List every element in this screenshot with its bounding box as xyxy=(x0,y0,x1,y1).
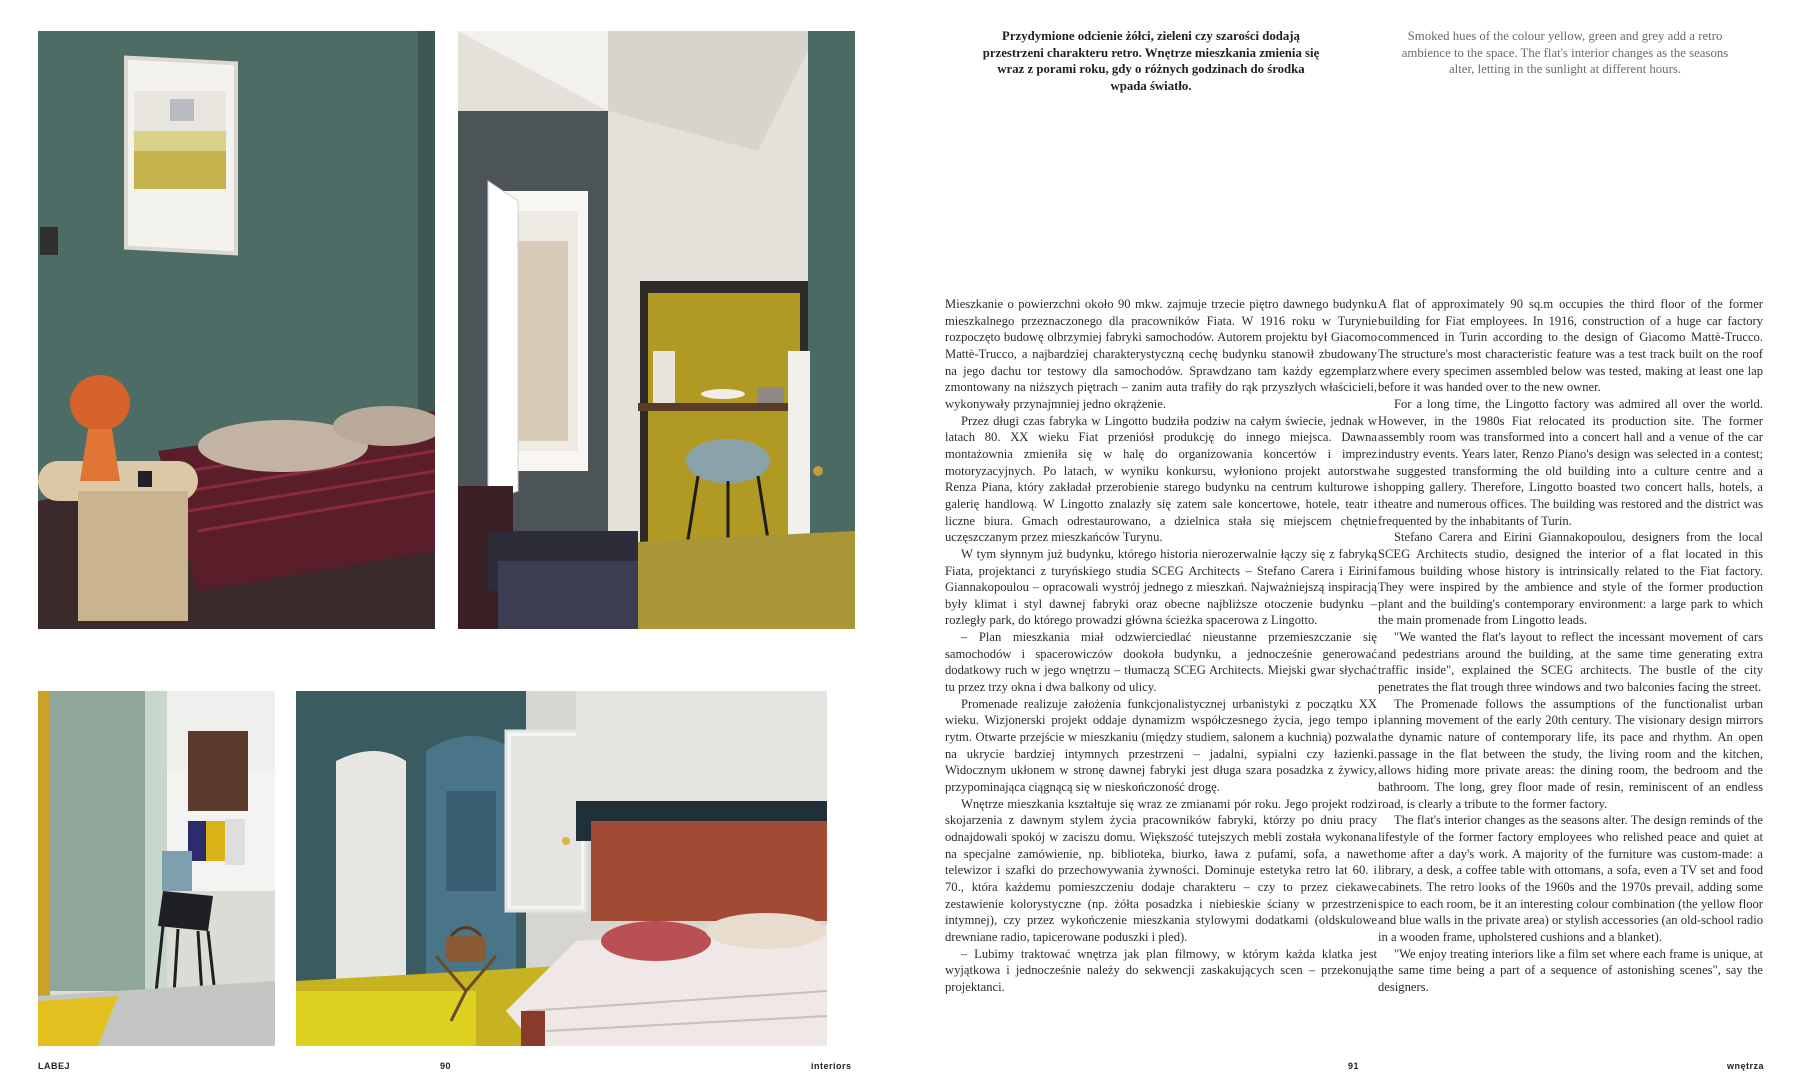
paragraph: Wnętrze mieszkania kształtuje się wraz ze zmianami pór roku. Jego projekt rodzi skojarzenia z dawnym stylem życia pracowników fabryki, którzy po dniu pracy odnajdowali spokój w zaciszu domu. Większość tutejszych mebli została wykonana na specjalne zamówienie, np. biblioteka, biurko, ława z pufami, sofa, a nawet telewizor i szafki do przechowywania żywności. Dominuje estetyka retro lat 60. i 70., która każdemu pomieszczeniu dodaje charakteru – czy to przez ciekawe zestawienie kolorystyczne (np. żółta posadzka i niebieskie ściany w przestrzeni intymnej), czy przez wykończenie mieszkania stylowymi dodatkami (oldskulowe drewniane radio, tapicerowane poduszki i pled). xyxy=(945,796,1377,944)
caption-english: Smoked hues of the colour yellow, green and grey add a retro ambience to the space. The flat's interior changes as the seasons alter, letting in the sunlight at different hours. xyxy=(1401,29,1729,77)
paragraph: A flat of approximately 90 sq.m occupies the third floor of the former building for Fiat employees. In 1916, construction of a huge car factory commenced in Turin according to the design of Giacomo Mattè-Trucco. The structure's most characteristic feature was a test track built on the roof where every specimen assembled below was tested, making at least one lap before it was handed over to the new owner. xyxy=(1378,297,1763,395)
paragraph: "We wanted the flat's layout to reflect the incessant movement of cars and pedestrians around the building, at the same time generating extra traffic inside", explained the SCEG architects. The bustle of the city penetrates the flat trough three windows and two balconies facing the street. xyxy=(1378,630,1763,695)
photo-yellow-bedroom-illustration xyxy=(296,691,827,1046)
paragraph: For a long time, the Lingotto factory was admired all over the world. However, in the 1980s Fiat relocated its production site. The former assembly room was transformed into a concert hall and a venue of the car industry events. Years later, Renzo Piano's design was selected in a contest; he suggested transforming the old building into a culture centre and a shopping gallery. Therefore, Lingotto boasted two concert halls, hotels, a theatre and numerous offices. The building was restored and the district was frequented by the inhabitants of Turin. xyxy=(1378,396,1763,528)
photo-yellow-bedroom xyxy=(296,691,827,1046)
article-body-polish xyxy=(945,296,1377,996)
page-number-right: 91 xyxy=(1348,1061,1360,1071)
paragraph: – Lubimy traktować wnętrza jak plan filmowy, w którym każda klatka jest wyjątkowa i jednocześnie należy do sekwencji zaskakujących scen – przekonują projektanci. xyxy=(945,946,1377,994)
photo-study-niche xyxy=(458,31,855,629)
paragraph: The Promenade follows the assumptions of the functionalist urban planning movement of the early 20th century. The visionary design mirrors the dynamic nature of contemporary life, its pace and rhythm. An open passage in the flat between the study, the living room and the kitchen, allows hiding more private areas: the dining room, the bedroom and the bathroom. The long, grey floor made of resin, reminiscent of an endless road, is clearly a tribute to the former factory. xyxy=(1378,696,1763,811)
caption-polish: Przydymione odcienie żółci, zieleni czy szarości dodają przestrzeni charakteru retro. Wnętrze mieszkania zmienia się wraz z porami roku, gdy o różnych godzinach do środka wpada światło. xyxy=(982,29,1320,93)
photo-green-bedroom-illustration xyxy=(38,31,435,629)
photo-green-bedroom xyxy=(38,31,435,629)
article-body-english xyxy=(1378,296,1763,996)
photo-chair-corridor xyxy=(38,691,275,1046)
paragraph: Przez długi czas fabryka w Lingotto budziła podziw na całym świecie, jednak w latach 80. XX wieku Fiat przeniósł produkcję do innego miejsca. Dawna montażownia zmieniła się w halę do organizowania koncertów i imprez motoryzacyjnych. Po latach, w wyniku konkursu, wyłoniono projekt autorstwa Renza Piana, który zakładał przerobienie starego budynku na centrum kulturowe i galerię handlową. W Lingotto znalazły się zatem sale koncertowe, hotele, teatr i liczne biura. Gmach odrestaurowano, a dzielnica stała się miejscem chętnie uczęszczanym przez mieszkańców Turynu. xyxy=(945,413,1377,545)
photo-study-niche-illustration xyxy=(458,31,855,629)
photo-chair-corridor-illustration xyxy=(38,691,275,1046)
footer-section-english: interiors xyxy=(811,1061,852,1071)
paragraph: Mieszkanie o powierzchni około 90 mkw. zajmuje trzecie piętro dawnego budynku mieszkalnego przeznaczonego dla pracowników Fiata. W 1916 roku w Turynie rozpoczęto budowę olbrzymiej fabryki samochodów. Autorem projektu był Giacomo Mattè-Trucco, a najbardziej charakterystyczną cechę budynku stanowił zbudowany na jego dachu tor testowy dla samochodów. Sprawdzano tam każdy egzemplarz zmontowany na niższych piętrach – zanim auta trafiły do rąk przyszłych właścicieli, wykonywały przynajmniej jedno okrążenie. xyxy=(945,297,1377,411)
paragraph: – Plan mieszkania miał odzwierciedlać nieustanne przemieszczanie się samochodów i spacerowiczów dookoła budynku, a jednocześnie generować dodatkowy ruch w jego wnętrzu – tłumaczą SCEG Architects. Miejski gwar słychać tu przez trzy okna i dwa balkony od ulicy. xyxy=(945,630,1377,695)
footer-section-polish: wnętrza xyxy=(1727,1061,1765,1071)
paragraph: W tym słynnym już budynku, którego historia nierozerwalnie łączy się z fabryką Fiata, projektanci z turyńskiego studia SCEG Architects – Stefano Carera i Eirini Giannakopoulou – opracowali wystrój jednego z mieszkań. Najważniejszą inspiracją były klimat i styl dawnej fabryki oraz obecne najbliższe otoczenie budynku – rozległy park, do którego prowadzi główna ścieżka spacerowa z Lingotto. xyxy=(945,546,1377,628)
paragraph: Stefano Carera and Eirini Giannakopoulou, designers from the local SCEG Architects studio, designed the interior of a flat located in this famous building whose history is intrinsically related to the Fiat factory. They were inspired by the ambience and style of the former production plant and the building's contemporary environment: a large park to which the main promenade from Lingotto leads. xyxy=(1378,530,1763,628)
paragraph: Promenade realizuje założenia funkcjonalistycznej urbanistyki z początku XX wieku. Wizjonerski projekt oddaje dynamizm współczesnego życia, jego tempo i rytm. Otwarte przejście w mieszkaniu (między studiem, salonem a kuchnią) pozwala na ukrycie bardziej intymnych przestrzeni – jadalni, sypialni czy łazienki. Widocznym ukłonem w stronę dawnej fabryki jest długa szara posadzka z żywicy, przypominająca ciągnącą się w nieskończoność drogę. xyxy=(945,696,1377,795)
paragraph: "We enjoy treating interiors like a film set where each frame is unique, at the same time being a part of a sequence of astonishing scenes", say the designers. xyxy=(1378,946,1763,994)
paragraph: The flat's interior changes as the seasons alter. The design reminds of the lifestyle of the former factory employees who relished peace and quiet at home after a day's work. A majority of the furniture was custom-made: a library, a desk, a coffee table with ottomans, a sofa, even a TV set and food cabinets. The retro looks of the 1960s and the 1970s prevail, adding some spice to each room, be it an interesting colour combination (the yellow floor and blue walls in the private area) or stylish accessories (an old-school radio in a wooden frame, upholstered cushions and a blanket). xyxy=(1378,813,1763,944)
page-number-left: 90 xyxy=(440,1061,452,1071)
footer-brand: LABEJ xyxy=(38,1061,71,1071)
